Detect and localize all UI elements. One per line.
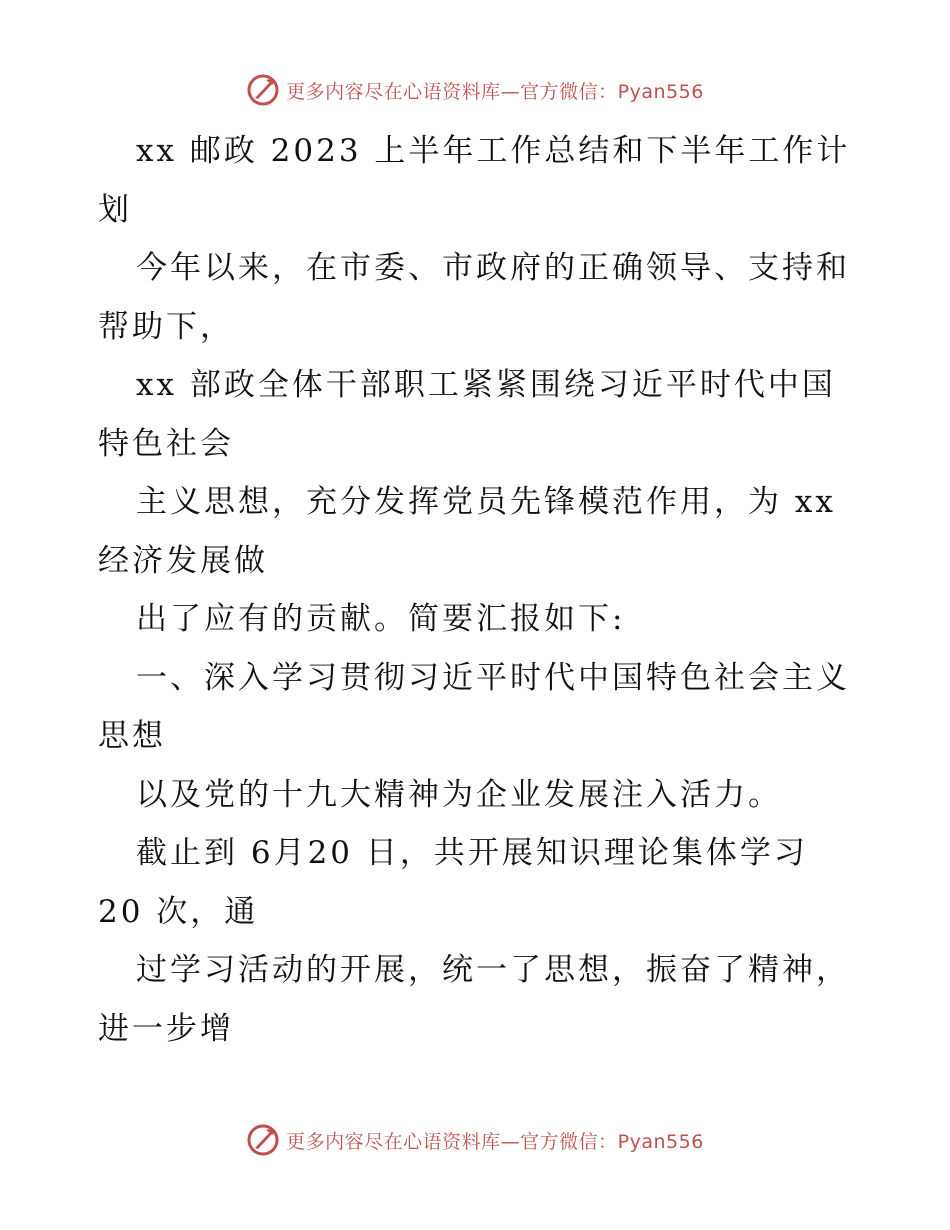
text-line: 思想 [98,718,166,754]
text-line: 过学习活动的开展，统一了思想，振奋了精神， [136,952,850,988]
text-line: 帮助下， [98,308,234,345]
text-line: 进一步增 [98,1010,234,1047]
watermark-text: 更多内容尽在心语资料库—官方微信：Pyan556 [286,1130,704,1153]
text-line: 20 次，通 [98,893,259,930]
text-line: 出了应有的贡献。简要汇报如下: [136,601,626,637]
header-watermark [0,72,950,108]
text-line: 以及党的十九大精神为企业发展注入活力。 [136,776,782,813]
document-body [98,122,858,1058]
text-line: xx 部政全体干部职工紧紧围绕习近平时代中国 [136,367,836,403]
text-line: 截止到 6月20 日，共开展知识理论集体学习 [136,835,808,871]
text-line: 划 [98,191,132,228]
text-line: 今年以来，在市委、市政府的正确领导、支持和 [136,250,850,286]
text-line: 一、深入学习贯彻习近平时代中国特色社会主义 [136,659,850,696]
text-line: xx 邮政 2023 上半年工作总结和下半年工作计 [136,133,851,169]
text-line: 主义思想，充分发挥党员先锋模范作用，为 xx [136,484,836,520]
text-line: 经济发展做 [98,542,268,579]
feather-pen-seal-icon [246,1123,280,1157]
footer-watermark [0,1122,950,1158]
feather-pen-seal-icon [246,73,280,107]
watermark-text: 更多内容尽在心语资料库—官方微信：Pyan556 [286,80,704,103]
text-line: 特色社会 [98,425,234,462]
